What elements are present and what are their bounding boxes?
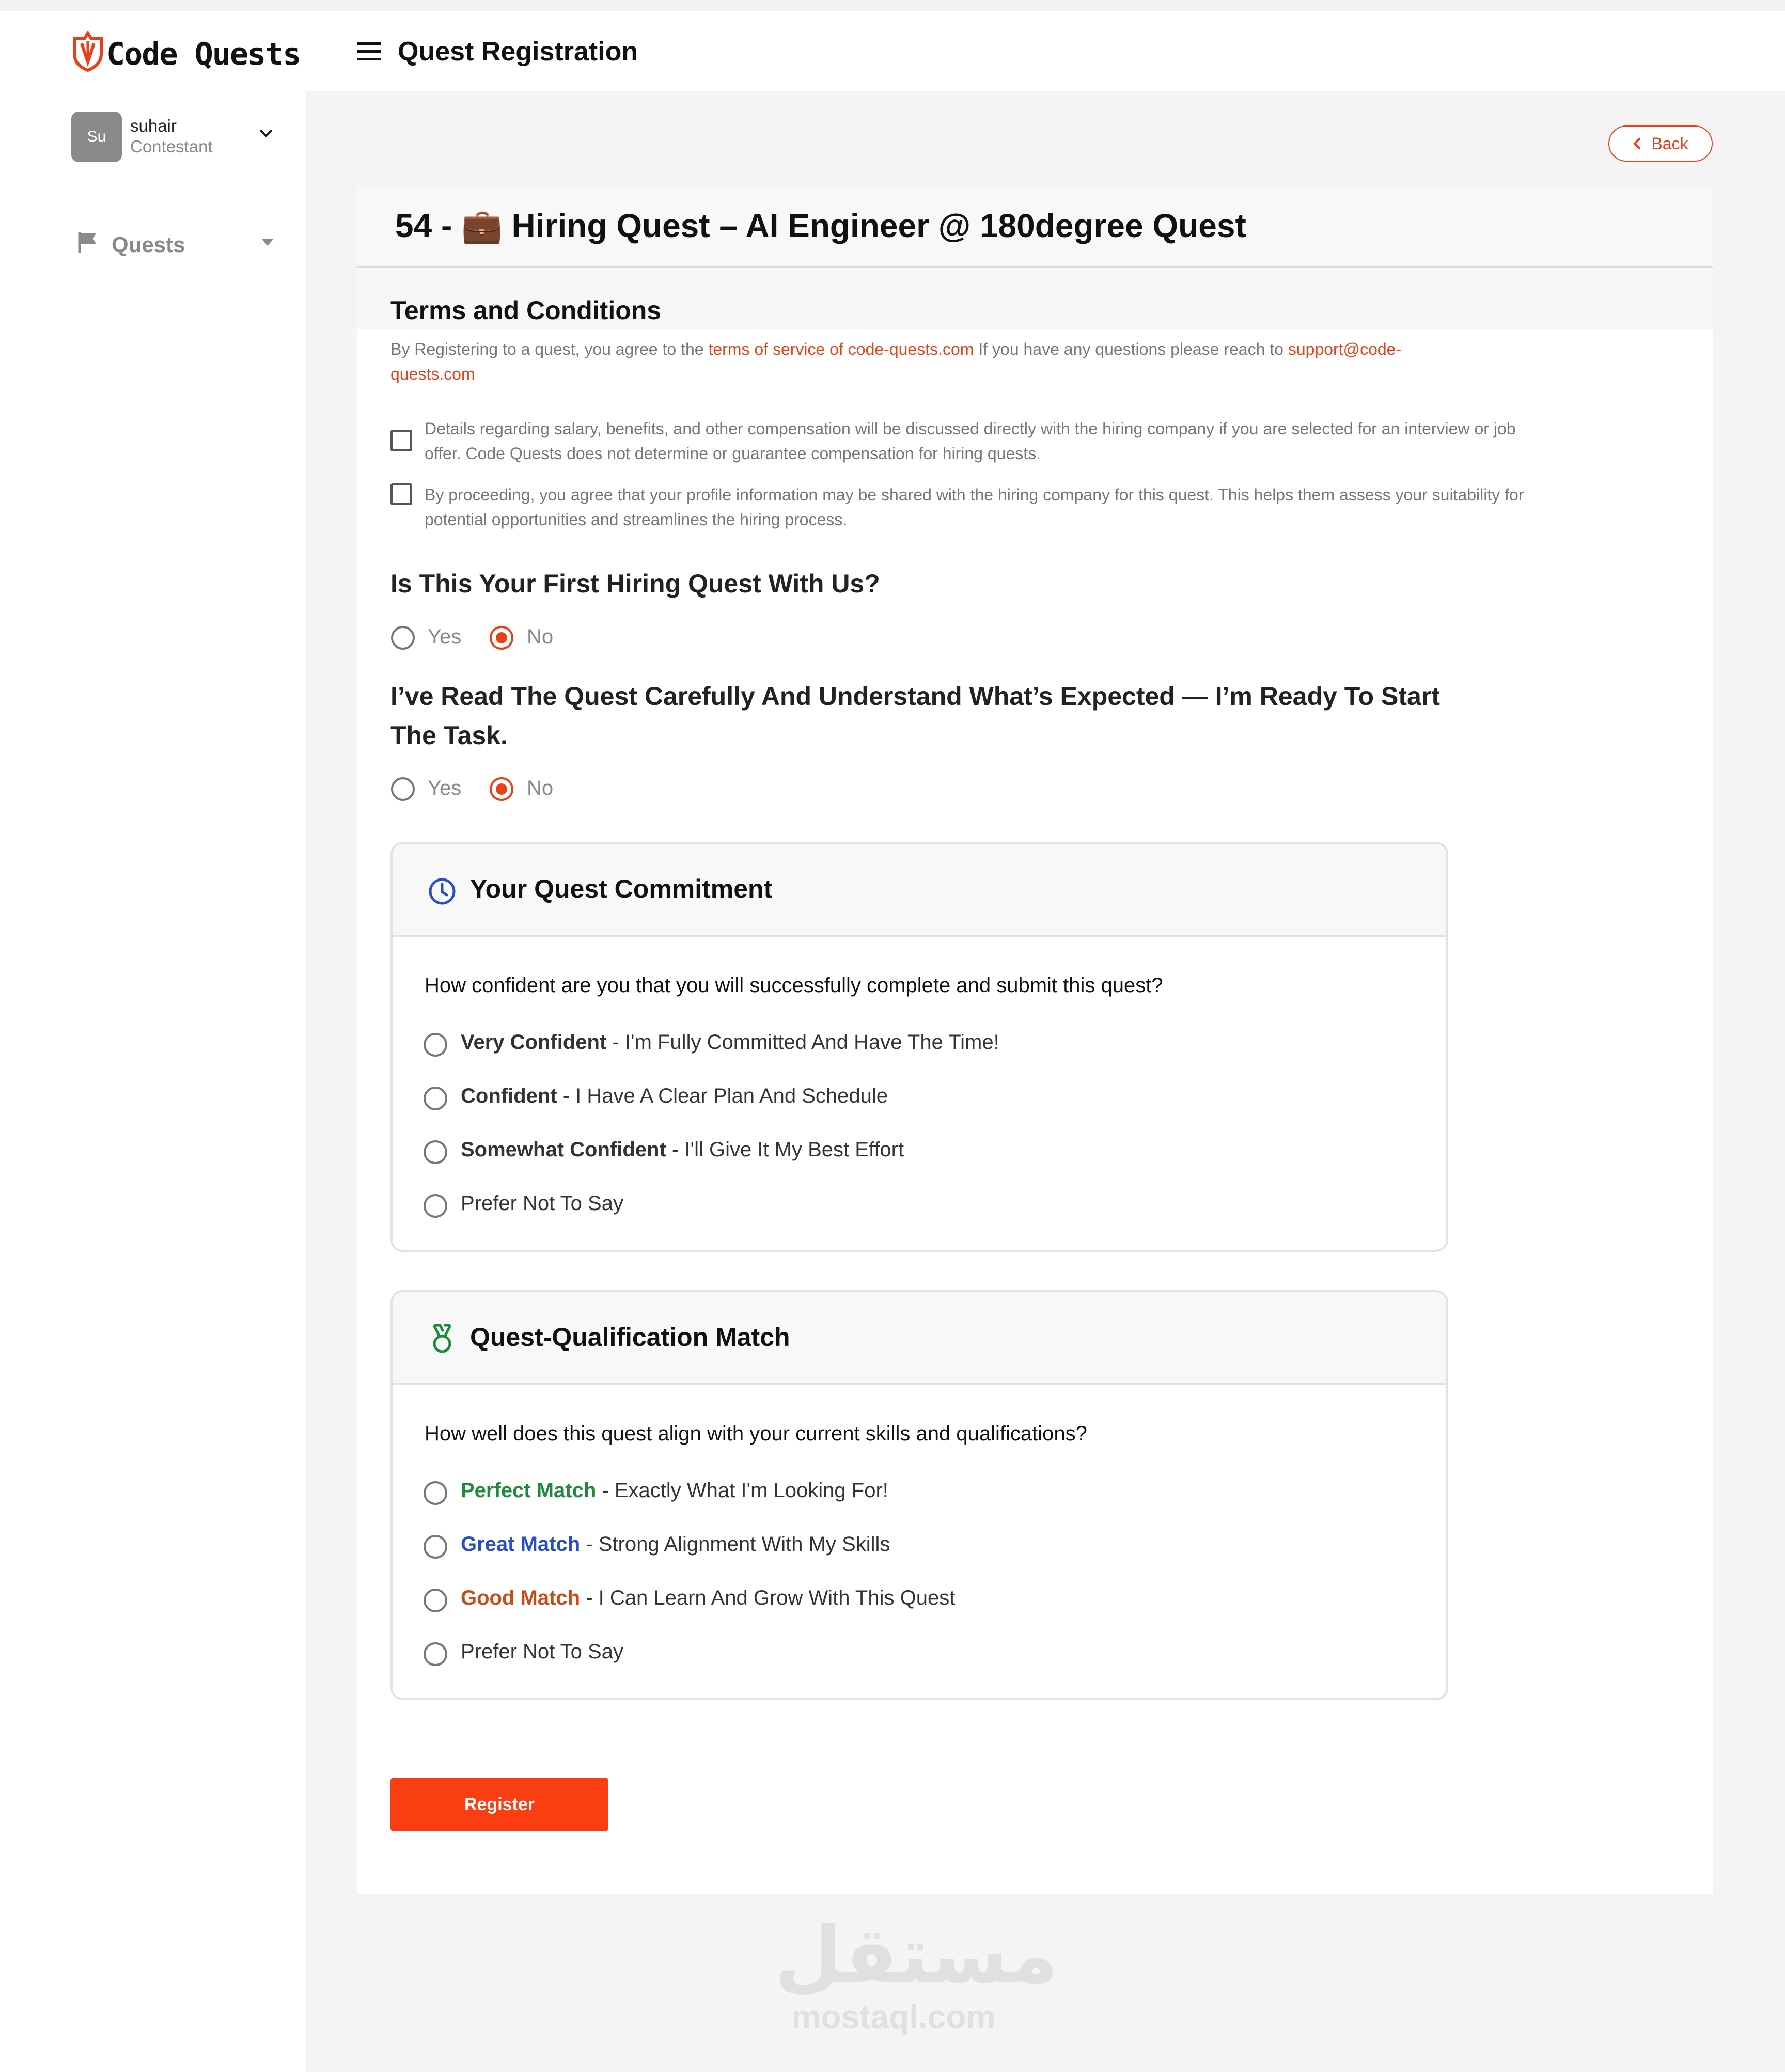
- commitment-option-label: Very Confident - I'm Fully Committed And Have The Time!: [461, 1031, 999, 1054]
- support-email-link[interactable]: support@code-quests.com: [390, 340, 1402, 383]
- qualification-option-label: Great Match - Strong Alignment With My Skills: [461, 1533, 890, 1556]
- compensation-checkbox-label: Details regarding salary, benefits, and other compensation will be discussed directly with the hiring company if you are selected for an interview or job offer. Code Quests does not determine or guarantee compensation for hiring quests.: [425, 419, 1516, 463]
- ready-no-label: No: [527, 777, 554, 799]
- app-logo-text[interactable]: Code Quests: [106, 36, 301, 72]
- ready-question: I’ve Read The Quest Carefully And Understand What’s Expected — I’m Ready To Start The Task.: [390, 682, 1440, 750]
- flag-icon: [77, 231, 98, 254]
- logo-icon: [70, 31, 105, 72]
- qualification-question: How well does this quest align with your current skills and qualifications?: [425, 1422, 1087, 1445]
- commitment-option-label: Prefer Not To Say: [461, 1192, 623, 1215]
- tos-link[interactable]: terms of service of code-quests.com: [708, 340, 974, 358]
- hamburger-menu-icon[interactable]: [356, 40, 382, 63]
- commitment-option-radio[interactable]: [424, 1140, 447, 1164]
- qualification-option-radio[interactable]: [424, 1535, 447, 1559]
- qualification-option-label: Prefer Not To Say: [461, 1640, 623, 1663]
- commitment-title: Your Quest Commitment: [470, 874, 773, 903]
- compensation-checkbox[interactable]: [390, 430, 412, 451]
- profile-sharing-checkbox-label: By proceeding, you agree that your profile information may be shared with the hiring company for this quest. This helps them assess your suitability for potential opportunities and streamlines the hiring process.: [425, 485, 1524, 529]
- ready-no-radio[interactable]: [490, 777, 513, 801]
- terms-text-before: By Registering to a quest, you agree to the: [390, 340, 709, 358]
- profile-sharing-checkbox[interactable]: [390, 483, 412, 505]
- commitment-option-radio[interactable]: [424, 1033, 447, 1057]
- terms-title: Terms and Conditions: [390, 296, 662, 325]
- commitment-option-radio[interactable]: [424, 1087, 447, 1110]
- chevron-down-icon[interactable]: [258, 128, 274, 138]
- commitment-panel: [390, 842, 1448, 1252]
- commitment-option-label: Somewhat Confident - I'll Give It My Best Effort: [461, 1138, 904, 1161]
- register-button[interactable]: Register: [390, 1778, 608, 1831]
- qualification-option-label: Perfect Match - Exactly What I'm Looking For!: [461, 1479, 888, 1502]
- back-label: Back: [1651, 134, 1688, 153]
- qualification-option-radio[interactable]: [424, 1642, 447, 1666]
- qualification-option-radio[interactable]: [424, 1589, 447, 1612]
- qualification-title: Quest-Qualification Match: [470, 1323, 790, 1352]
- first-quest-yes-label: Yes: [428, 625, 462, 648]
- first-quest-no-radio[interactable]: [490, 626, 513, 650]
- medal-icon: [428, 1323, 457, 1355]
- user-role: Contestant: [130, 137, 213, 156]
- terms-text: [390, 337, 1423, 386]
- clock-icon: [428, 877, 457, 906]
- first-quest-no-label: No: [527, 625, 554, 648]
- ready-yes-radio[interactable]: [391, 777, 415, 801]
- user-name: suhair: [130, 116, 177, 135]
- back-button[interactable]: [1608, 125, 1713, 162]
- qualification-option-label: Good Match - I Can Learn And Grow With This Quest: [461, 1587, 956, 1609]
- sidebar-item-quests[interactable]: Quests: [112, 232, 185, 257]
- first-quest-question: Is This Your First Hiring Quest With Us?: [390, 569, 880, 598]
- caret-down-icon[interactable]: [260, 238, 275, 247]
- top-strip: [0, 0, 1785, 11]
- ready-yes-label: Yes: [428, 777, 462, 799]
- quest-title: 54 - 💼 Hiring Quest – AI Engineer @ 180degree Quest: [395, 207, 1246, 244]
- watermark-arabic: مستقل: [775, 1911, 1058, 2001]
- watermark-latin: mostaql.com: [791, 1998, 996, 2035]
- terms-text-middle: If you have any questions please reach to: [974, 340, 1288, 358]
- avatar[interactable]: Su: [71, 112, 122, 162]
- commitment-option-radio[interactable]: [424, 1194, 447, 1218]
- qualification-option-radio[interactable]: [424, 1481, 447, 1505]
- commitment-question: How confident are you that you will successfully complete and submit this quest?: [425, 974, 1163, 997]
- commitment-option-label: Confident - I Have A Clear Plan And Schedule: [461, 1085, 888, 1107]
- chevron-left-icon: [1633, 137, 1642, 150]
- qualification-panel: [390, 1290, 1448, 1700]
- first-quest-yes-radio[interactable]: [391, 626, 415, 650]
- page-title: Quest Registration: [398, 37, 638, 67]
